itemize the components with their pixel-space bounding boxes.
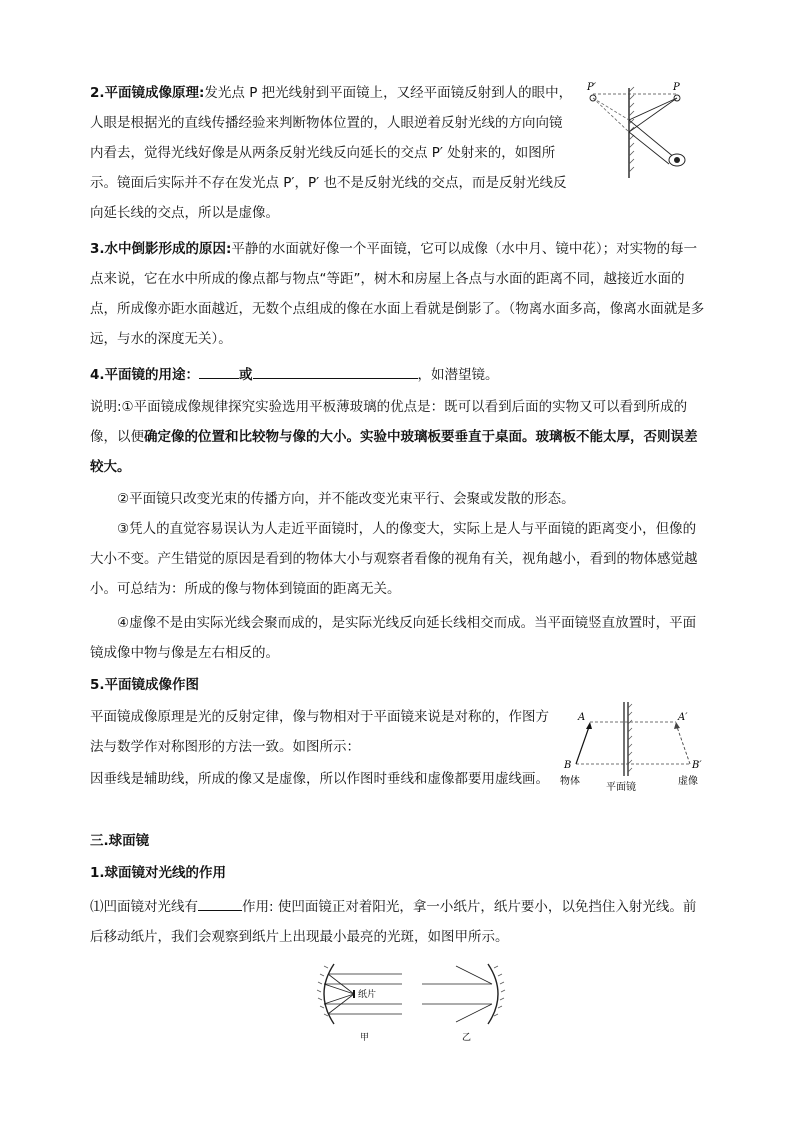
note-3-paragraph: ③凭人的直觉容易误认为人走近平面镜时，人的像变大，实际上是人与平面镜的距离变小，但像的大小不变。产生错觉的原因是看到的物体大小与观察者看像的视角有关，视角越小，看到的物体感觉越小。可总结为：所成的像与物体到镜面的距离无关。 (90, 521, 698, 597)
sub-1-paragraph (90, 892, 705, 952)
note-4-paragraph: ④虚像不是由实际光线会聚而成的，是实际光线反向延长线相交而成。当平面镜竖直放置时，平面镜成像中物与像是左右相反的。 (90, 615, 697, 661)
note-1-bold: 确定像的位置和比较物与像的大小。实验中玻璃板要垂直于桌面。玻璃板不能太厚，否则误差较大。 (90, 429, 698, 475)
concave-blank[interactable] (198, 895, 242, 911)
label-a-prime: A′ (678, 712, 688, 723)
label-b: B (564, 760, 572, 771)
label-mirror: 平面镜 (606, 782, 636, 793)
section-3-body: 平静的水面就好像一个平面镜，它可以成像（水中月、镜中花）；对实物的每一点来说，它在水中所成的像点都与物点“等距”，树木和房屋上各点与水面的距离不同，越接近水面的点，所成像亦距水面越近，无数个点组成的像在水面上看就是倒影了。（物离水面多高，像离水面就是多远，与水的深度无关）。 (90, 241, 705, 347)
section-2-title: 2.平面镜成像原理: (90, 85, 205, 101)
section-5-title: 5.平面镜成像作图 (90, 677, 200, 693)
sub-1-lead: ⑴凹面镜对光线有 (90, 899, 198, 915)
label-b-prime: B′ (692, 760, 702, 771)
use-blank-1[interactable] (199, 363, 239, 379)
note-1-paragraph (90, 392, 705, 482)
section-2-paragraph (90, 78, 575, 228)
section-4-title: 4.平面镜的用途： (90, 367, 200, 383)
label-image: 虚像 (678, 776, 698, 787)
section-3-title: 3.水中倒影形成的原因: (90, 241, 232, 257)
use-blank-2[interactable] (253, 363, 418, 379)
note-2-paragraph: ②平面镜只改变光束的传播方向，并不能改变光束平行、会聚或发散的形态。 (117, 491, 575, 507)
label-a: A (578, 712, 586, 723)
sub-1-tail: 作用: 使凹面镜正对着阳光，拿一小纸片，纸片要小，以免挡住入射光线。前后移动纸片，我们会观察到纸片上出现最小最亮的光斑，如图甲所示。 (90, 899, 697, 945)
p-virtual-label: P′ (587, 82, 596, 93)
section-4-or: 或 (239, 367, 253, 383)
section-5-body: 平面镜成像原理是光的反射定律，像与物相对于平面镜来说是对称的，作图方法与数学作对称图形的方法一致。如图所示： (90, 709, 549, 755)
label-paper: 纸片 (358, 990, 377, 1000)
label-yi: 乙 (462, 1033, 472, 1043)
label-jia: 甲 (360, 1033, 370, 1043)
part-3-title: 三.球面镜 (90, 833, 150, 849)
sub-1-title: 1.球面镜对光线的作用 (90, 865, 227, 881)
mirror-drawing-figure (558, 698, 708, 796)
label-object: 物体 (560, 776, 580, 787)
note-1-lead: 说明:①平面镜成像规律探究实验选用平板薄玻璃的优点是：既可以看到后面的实物又可以看到所成的像，以便 (90, 399, 688, 445)
spherical-mirror-figure (312, 958, 512, 1048)
p-real-label: P (673, 82, 680, 93)
section-5-body-2: 因垂线是辅助线，所成的像又是虚像，所以作图时垂线和虚像都要用虚线画。 (90, 771, 549, 787)
section-3-paragraph (90, 234, 705, 354)
section-4-tail: ，如潜望镜。 (417, 367, 499, 383)
section-2-body: 发光点 P 把光线射到平面镜上，又经平面镜反射到人的眼中，人眼是根据光的直线传播经验来判断物体位置的，人眼逆着反射光线的方向向镜内看去，觉得光线好像是从两条反射光线反向延长的交点 P′ 处射来的，如图所示。镜面后实际并不存在发光点 P′，P′ 也不是反射光线的交点，而是反射光线反向延长线的交点，所以是虚像。 (90, 85, 573, 221)
section-4-paragraph (90, 360, 705, 390)
virtual-image-figure (585, 80, 695, 180)
